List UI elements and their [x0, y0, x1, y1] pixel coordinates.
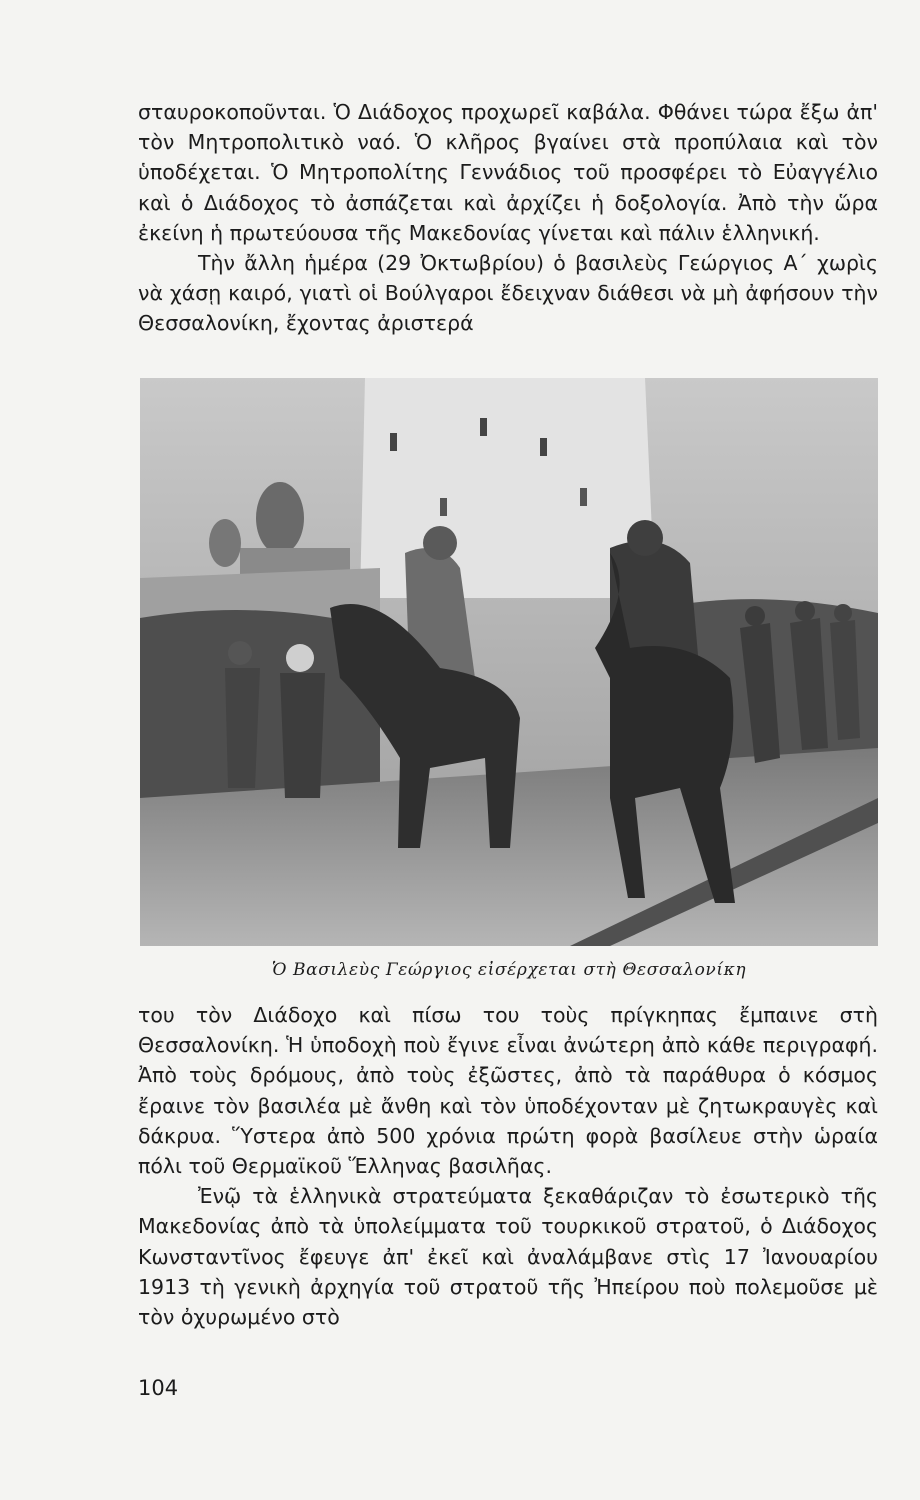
photo-illustration	[140, 378, 878, 946]
figure-caption: Ὁ Βασιλεὺς Γεώργιος εἰσέρχεται στὴ Θεσσαλονίκη	[271, 960, 747, 980]
page-number: 104	[138, 1376, 179, 1400]
text-block-top	[138, 97, 878, 339]
paragraph-continued: σταυροκοποῦνται. Ὁ Διάδοχος προχωρεῖ καβάλα. Φθάνει τώρα ἔξω ἀπ' τὸν Μητροπολιτικὸ ναό. Ὁ κλῆρος βγαίνει στὰ προπύλαια καὶ τὸν ὑποδέχεται. Ὁ Μητροπολίτης Γεννάδιος τοῦ προσφέρει τὸ Εὐαγγέλιο καὶ ὁ Διάδοχος τὸ ἀσπάζεται καὶ ἀρχίζει ἡ δοξολογία. Ἀπὸ τὴν ὥρα ἐκείνη ἡ πρωτεύουσα τῆς Μακεδονίας γίνεται καὶ πάλιν ἑλληνική.	[138, 100, 878, 245]
paragraph-continued: του τὸν Διάδοχο καὶ πίσω του τοὺς πρίγκηπας ἔμπαινε στὴ Θεσσαλονίκη. Ἡ ὑποδοχὴ ποὺ ἔγινε εἶναι ἀνώτερη ἀπὸ κάθε περιγραφή. Ἀπὸ τοὺς δρόμους, ἀπὸ τοὺς ἐξῶστες, ἀπὸ τὰ παράθυρα ὁ κόσμος ἔραινε τὸν βασιλέα μὲ ἄνθη καὶ τὸν ὑποδέχονταν μὲ ζητωκραυγὲς καὶ δάκρυα. Ὕστερα ἀπὸ 500 χρόνια πρώτη φορὰ βασίλευε στὴν ὡραία πόλι τοῦ Θερμαϊκοῦ Ἕλληνας βασιλῆας.	[138, 1003, 878, 1179]
paragraph: Ἐνῷ τὰ ἑλληνικὰ στρατεύματα ξεκαθάριζαν τὸ ἐσωτερικὸ τῆς Μακεδονίας ἀπὸ τὰ ὑπολείμματα τοῦ τουρκικοῦ στρατοῦ, ὁ Διάδοχος Κωνσταντῖνος ἔφευγε ἀπ' ἐκεῖ καὶ ἀναλάμβανε στὶς 17 Ἰανουαρίου 1913 τὴ γενικὴ ἀρχηγία τοῦ στρατοῦ τῆς Ἠπείρου ποὺ πολεμοῦσε μὲ τὸν ὀχυρωμένο στὸ	[138, 1184, 878, 1330]
photograph-king-entering-thessaloniki	[140, 378, 878, 946]
paragraph: Τὴν ἄλλη ἡμέρα (29 Ὀκτωβρίου) ὁ βασιλεὺς Γεώργιος Α΄ χωρὶς νὰ χάσῃ καιρό, γιατὶ οἱ Βούλγαροι ἔδειχναν διάθεσι νὰ μὴ ἀφήσουν τὴν Θεσσαλονίκη, ἔχοντας ἀριστερά	[138, 251, 878, 336]
text-block-bottom	[138, 1000, 878, 1332]
